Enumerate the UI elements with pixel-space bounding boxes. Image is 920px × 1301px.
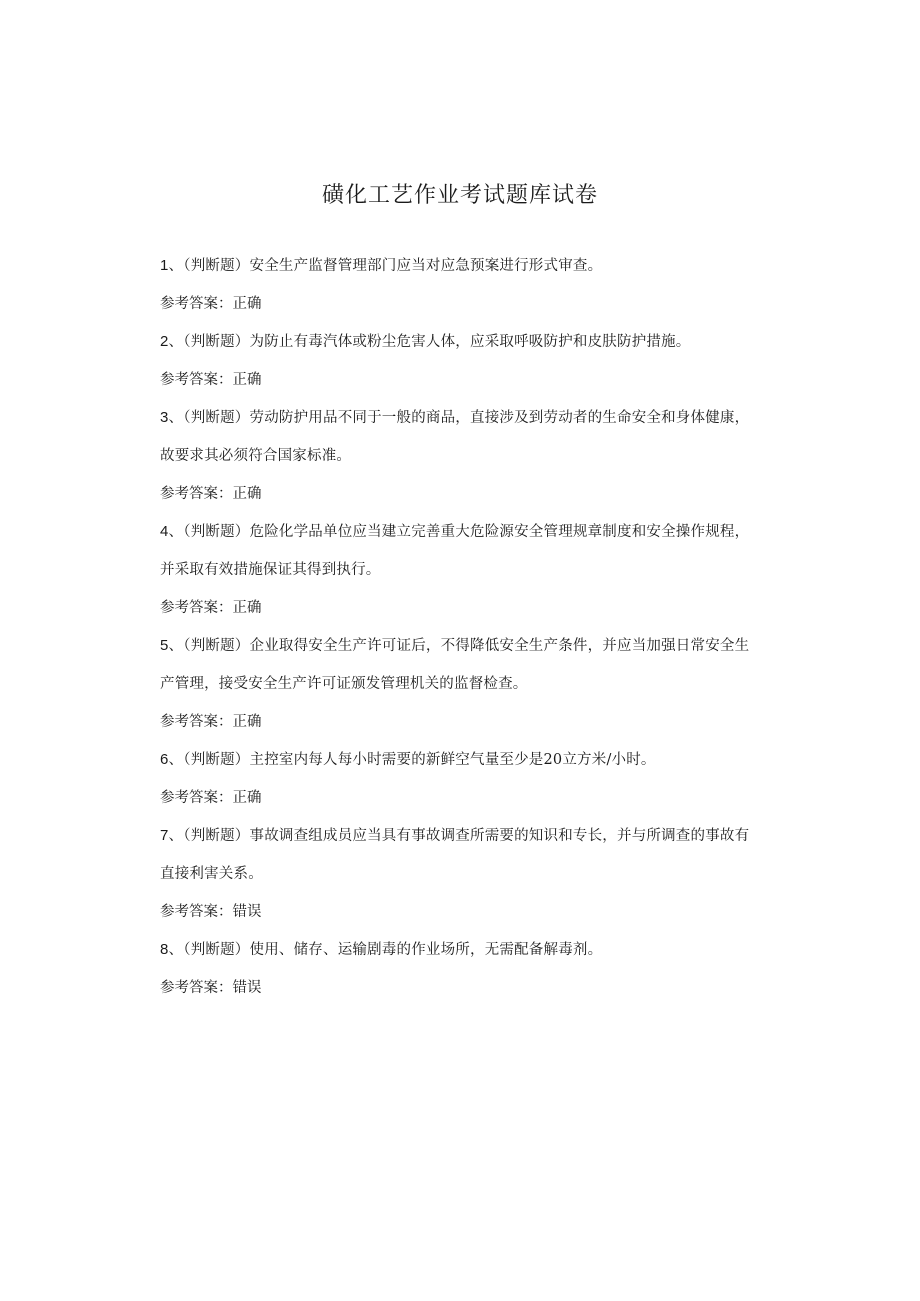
- question-item: [160, 399, 760, 513]
- question-number: 4: [160, 523, 169, 540]
- question-number: 6: [160, 751, 169, 768]
- question-item: [160, 247, 760, 323]
- question-body: 、（判断题）安全生产监督管理部门应当对应急预案进行形式审查。: [168, 258, 603, 274]
- question-number: 5: [160, 637, 169, 654]
- question-number: 8: [160, 941, 169, 958]
- question-number: 7: [160, 827, 169, 844]
- question-text: [160, 627, 760, 703]
- reference-answer: 参考答案：正确: [160, 372, 262, 388]
- question-text: [160, 399, 760, 475]
- question-body: 、（判断题）主控室内每人每小时需要的新鲜空气量至少是20立方米/小时。: [168, 752, 656, 768]
- question-text: [160, 513, 760, 589]
- question-number: 3: [160, 409, 169, 426]
- question-list: [160, 247, 760, 1007]
- question-body: 、（判断题）使用、储存、运输剧毒的作业场所，无需配备解毒剂。: [168, 942, 603, 958]
- question-text: [160, 247, 760, 285]
- question-body: 、（判断题）事故调查组成员应当具有事故调查所需要的知识和专长，并与所调查的事故有直接利害关系。: [160, 828, 750, 882]
- question-number: 2: [160, 333, 169, 350]
- question-body: 、（判断题）为防止有毒汽体或粉尘危害人体，应采取呼吸防护和皮肤防护措施。: [168, 334, 691, 350]
- question-item: [160, 741, 760, 817]
- reference-answer: 参考答案：错误: [160, 904, 262, 920]
- reference-answer: 参考答案：正确: [160, 296, 262, 312]
- question-item: [160, 627, 760, 741]
- question-text: [160, 323, 760, 361]
- question-item: [160, 513, 760, 627]
- question-number: 1: [160, 257, 169, 274]
- reference-answer: 参考答案：正确: [160, 600, 262, 616]
- question-text: [160, 931, 760, 969]
- question-text: [160, 817, 760, 893]
- question-item: [160, 817, 760, 931]
- reference-answer: 参考答案：正确: [160, 486, 262, 502]
- question-text: [160, 741, 760, 779]
- question-body: 、（判断题）企业取得安全生产许可证后，不得降低安全生产条件，并应当加强日常安全生产管理，接受安全生产许可证颁发管理机关的监督检查。: [160, 638, 750, 692]
- question-body: 、（判断题）危险化学品单位应当建立完善重大危险源安全管理规章制度和安全操作规程，并采取有效措施保证其得到执行。: [160, 524, 750, 578]
- document-title: 磺化工艺作业考试题库试卷: [321, 183, 598, 208]
- question-item: [160, 931, 760, 1007]
- reference-answer: 参考答案：正确: [160, 790, 262, 806]
- reference-answer: 参考答案：错误: [160, 980, 262, 996]
- question-item: [160, 323, 760, 399]
- reference-answer: 参考答案：正确: [160, 714, 262, 730]
- question-body: 、（判断题）劳动防护用品不同于一般的商品，直接涉及到劳动者的生命安全和身体健康，故要求其必须符合国家标准。: [160, 410, 750, 464]
